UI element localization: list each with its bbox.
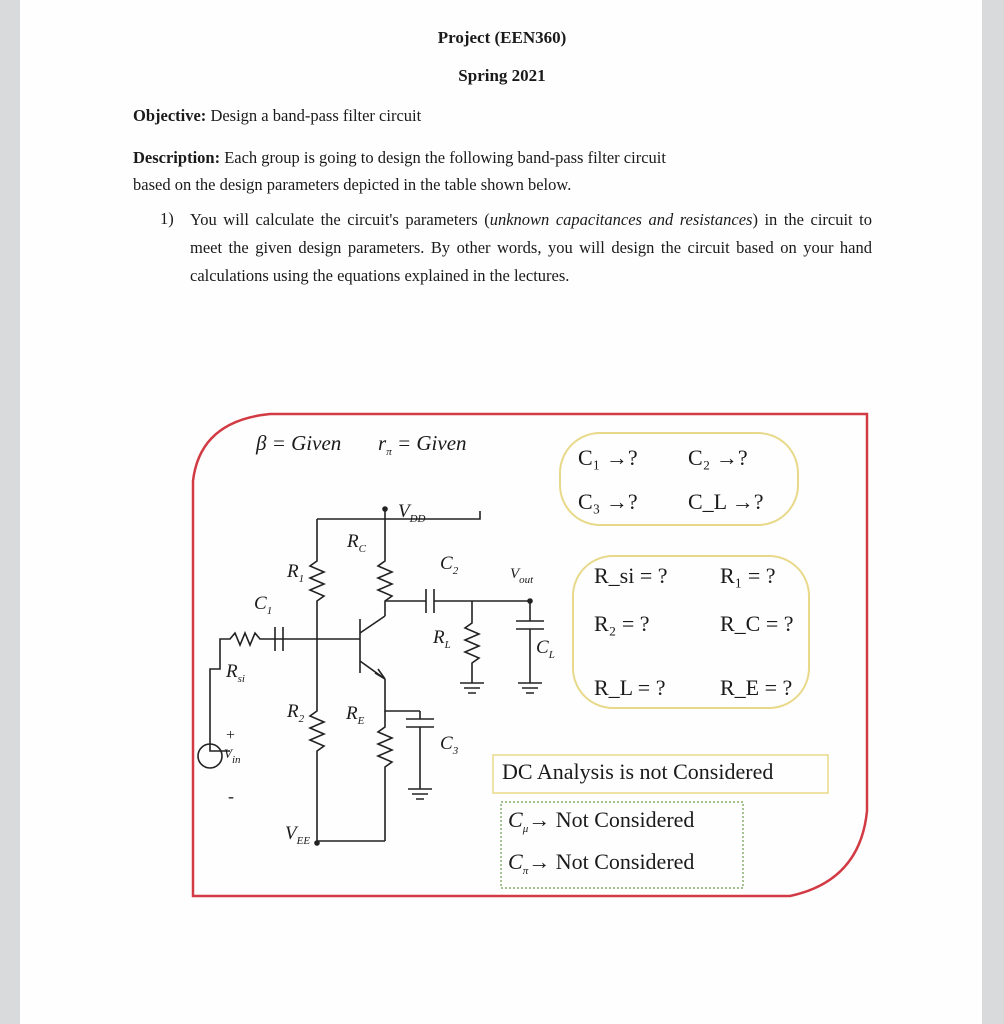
c1-unknown: C₁ →? [578, 445, 638, 470]
description-text-1: Each group is going to design the following band-pass filter circuit [220, 148, 666, 167]
re-unknown: R_E = ? [720, 675, 793, 700]
minus-sign: - [228, 786, 234, 806]
r2-unknown: R₂ = ? [594, 611, 650, 636]
vin-label: $V_{in}$ [224, 746, 241, 766]
c2-label: $C_2$ [440, 553, 459, 577]
c3-unknown: C₃ →? [578, 489, 638, 514]
dc-analysis-note: DC Analysis is not Considered [502, 759, 774, 784]
r2-label: $R_2$ [287, 701, 305, 725]
task-italic: unknown capacitances and resistances [489, 210, 753, 229]
description-label: Description: [133, 148, 221, 167]
description-line-2: based on the design parameters depicted in the table shown below. [133, 175, 572, 194]
cl-unknown: C_L →? [688, 489, 764, 514]
r1-label: $R_1$ [287, 561, 305, 585]
vee-label: $V_{EE}$ [285, 823, 311, 847]
objective-line [133, 106, 421, 126]
beta-given: β = Given [256, 431, 342, 455]
plus-sign: + [226, 727, 236, 744]
cmu-note: $C_\mu\to$ Not Considered [508, 807, 695, 835]
task-number: 1) [160, 209, 174, 228]
rl-label: $R_L$ [433, 627, 451, 651]
rsi-label: $R_{si}$ [226, 661, 245, 685]
objective-label: Objective: [133, 106, 207, 125]
c2-unknown: C₂ →? [688, 445, 748, 470]
vdd-label: $V_{DD}$ [398, 501, 426, 525]
rc-unknown: R_C = ? [720, 611, 794, 636]
rpi-given: $r_\pi$ = Given [378, 431, 467, 458]
rsi-unknown: R_si = ? [594, 563, 668, 588]
vout-label: $V_{out}$ [510, 566, 534, 586]
objective-text: Design a band-pass filter circuit [206, 106, 422, 125]
document-title: Project (EEN360) [437, 28, 567, 47]
c1-label: $C_1$ [254, 593, 273, 617]
cl-label: $C_L$ [536, 637, 555, 661]
description-line-1 [133, 148, 666, 168]
cpi-note: $C_\pi\to$ Not Considered [508, 849, 695, 877]
document-term: Spring 2021 [458, 66, 546, 85]
c3-label: $C_3$ [440, 733, 459, 757]
task-text: You will calculate the circuit's parameters (unknown capacitances and resistances) in the circuit to meet the given design parameters. By other words, you will design the circuit based on your hand calculations using the equations explained in the lectures. [190, 210, 872, 285]
r1-unknown: R₁ = ? [720, 563, 776, 588]
circuit-figure [190, 411, 870, 901]
rl-unknown: R_L = ? [594, 675, 666, 700]
rc-label: $R_C$ [347, 531, 366, 555]
re-label: $R_E$ [346, 703, 365, 727]
